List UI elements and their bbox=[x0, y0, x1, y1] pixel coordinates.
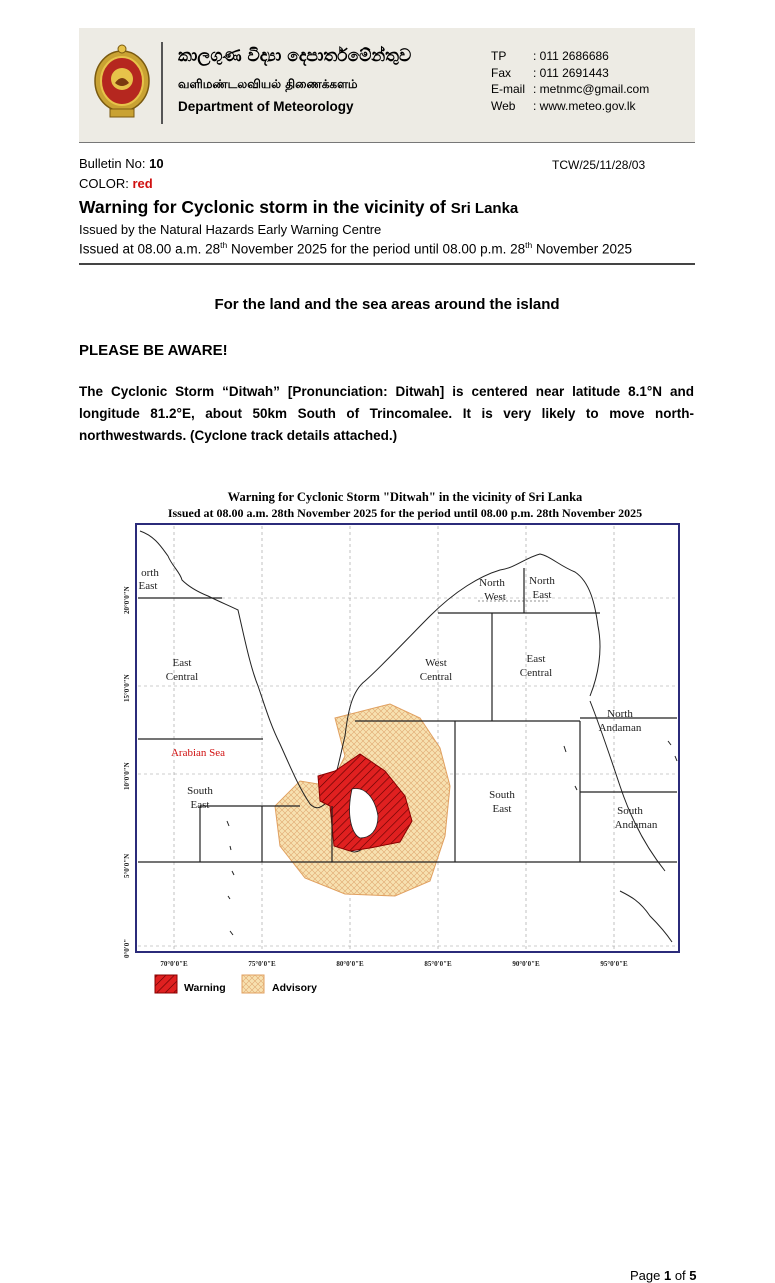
warning-map bbox=[120, 486, 690, 1006]
letterhead bbox=[79, 28, 695, 143]
contact-fax: Fax : 011 2691443 bbox=[491, 65, 609, 80]
contact-phone: TP : 011 2686686 bbox=[491, 49, 609, 63]
bulletin-number: Bulletin No: 10 bbox=[79, 156, 164, 171]
contact-web: Web : www.meteo.gov.lk bbox=[491, 98, 636, 113]
lon-label: 70°0'0"E bbox=[160, 960, 188, 968]
issued-by: Issued by the Natural Hazards Early Warning Centre bbox=[79, 222, 382, 237]
lat-label: 0°0'0" bbox=[123, 938, 131, 958]
contact-block bbox=[491, 48, 649, 114]
lat-label: 5°0'0"N bbox=[123, 853, 131, 878]
issued-at: Issued at 08.00 a.m. 28th November 2025 for the period until 08.00 p.m. 28th November 2025 bbox=[79, 240, 633, 257]
sri-lanka-emblem-icon bbox=[93, 43, 151, 125]
map-subtitle: Issued at 08.00 a.m. 28th November 2025 for the period until 08.00 p.m. 28th November 2025 bbox=[167, 506, 643, 520]
lat-label: 15°0'0"N bbox=[123, 674, 131, 702]
subheading: For the land and the sea areas around the island bbox=[214, 296, 560, 313]
legend-advisory-label: Advisory bbox=[272, 982, 317, 994]
contact-email: E-mail : metnmc@gmail.com bbox=[491, 82, 650, 96]
legend-advisory-swatch bbox=[242, 975, 264, 993]
region-label: South bbox=[489, 789, 515, 801]
region-label-arabian-sea: Arabian Sea bbox=[170, 747, 226, 759]
lon-label: 80°0'0"E bbox=[336, 960, 364, 968]
header-rule bbox=[79, 263, 695, 265]
region-label: East bbox=[532, 589, 552, 601]
lon-label: 75°0'0"E bbox=[248, 960, 276, 968]
lat-label: 10°0'0"N bbox=[123, 762, 131, 790]
region-label: Andaman bbox=[614, 819, 658, 831]
region-label: Central bbox=[519, 667, 553, 679]
dept-name-sinhala: කාලගුණ විද්‍යා දෙපාර්තමේන්තුව bbox=[178, 46, 412, 66]
region-label: North bbox=[479, 577, 505, 589]
region-label: East bbox=[172, 657, 192, 669]
region-label: East bbox=[138, 580, 158, 592]
lon-label: 95°0'0"E bbox=[600, 960, 628, 968]
page-number: Page 1 of 5 bbox=[630, 1268, 697, 1283]
bulletin-reference: TCW/25/11/28/03 bbox=[552, 158, 646, 172]
legend-warning-swatch bbox=[155, 975, 177, 993]
region-label: West bbox=[484, 591, 506, 603]
region-label: Central bbox=[419, 671, 453, 683]
region-label: South bbox=[187, 785, 213, 797]
legend-warning-label: Warning bbox=[184, 982, 226, 994]
lat-label: 20°0'0"N bbox=[123, 586, 131, 614]
region-label: East bbox=[190, 799, 210, 811]
aware-heading: PLEASE BE AWARE! bbox=[79, 342, 228, 359]
page-title: Warning for Cyclonic storm in the vicinity of Sri Lanka bbox=[79, 197, 519, 217]
region-label: Andaman bbox=[598, 722, 642, 734]
dept-name-english: Department of Meteorology bbox=[178, 99, 354, 114]
region-label: East bbox=[492, 803, 512, 815]
lon-label: 85°0'0"E bbox=[424, 960, 452, 968]
region-label: West bbox=[425, 657, 447, 669]
region-label: North bbox=[607, 708, 633, 720]
map-title: Warning for Cyclonic Storm "Ditwah" in the vicinity of Sri Lanka bbox=[227, 490, 583, 504]
region-label: Central bbox=[165, 671, 199, 683]
region-label: South bbox=[617, 805, 643, 817]
header-divider bbox=[161, 42, 163, 124]
dept-name-tamil: வளிமண்டலவியல் திணைக்களம் bbox=[178, 77, 358, 91]
description-paragraph: The Cyclonic Storm “Ditwah” [Pronunciation: Ditwah] is centered near latitude 8.1°N and longitude 81.2°E, about 50km South of Trincomalee. It is very likely to move north-northwestwards. (Cyclone track details attached.) bbox=[79, 384, 694, 443]
lon-label: 90°0'0"E bbox=[512, 960, 540, 968]
region-label: orth bbox=[141, 567, 159, 579]
color-code: COLOR: red bbox=[79, 176, 153, 191]
region-label: North bbox=[529, 575, 555, 587]
region-label: East bbox=[526, 653, 546, 665]
